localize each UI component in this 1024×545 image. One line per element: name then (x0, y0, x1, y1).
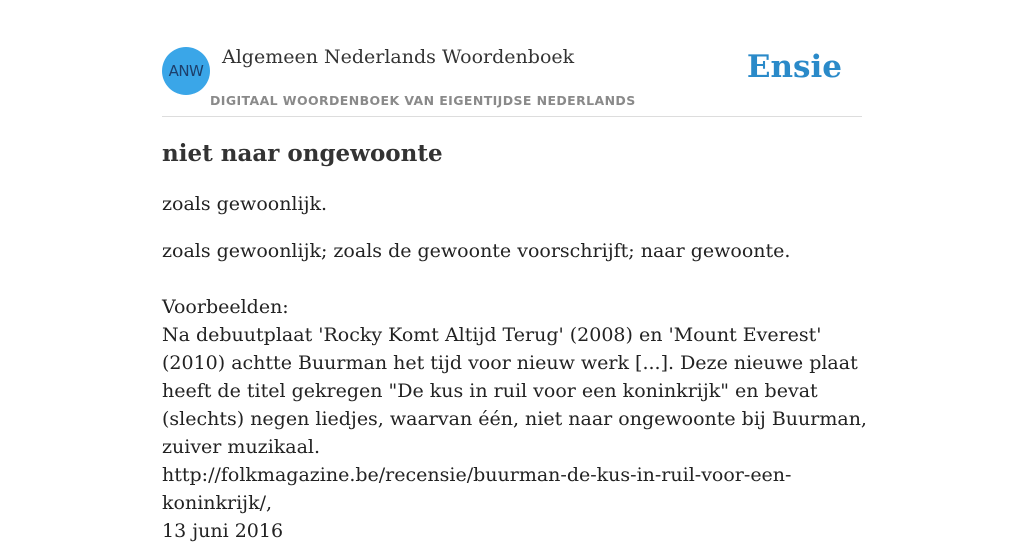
ensie-brand-link[interactable]: Ensie (746, 49, 842, 85)
examples-label: Voorbeelden: (162, 296, 289, 318)
entry-content (162, 138, 872, 545)
short-definition: zoals gewoonlijk. (162, 193, 328, 215)
site-title[interactable]: Algemeen Nederlands Woordenboek (222, 46, 575, 68)
site-subtitle: DIGITAAL WOORDENBOEK VAN EIGENTIJDSE NEDERLANDS (210, 93, 636, 108)
example-source: http://folkmagazine.be/recensie/buurman-de-kus-in-ruil-voor-een-koninkrijk/, (162, 464, 792, 514)
example-date: 13 juni 2016 (162, 520, 284, 542)
definition: zoals gewoonlijk; zoals de gewoonte voorschrijft; naar gewoonte. (162, 240, 791, 262)
anw-logo[interactable] (162, 47, 210, 95)
site-header (162, 40, 862, 117)
logo-text: ANW (168, 62, 204, 80)
example-text: Na debuutplaat 'Rocky Komt Altijd Terug' (2008) en 'Mount Everest' (2010) achtte Buurman het tijd voor nieuw werk [...]. Deze nieuwe plaat heeft de titel gekregen "De kus in ruil voor een koninkrijk" en bevat (slechts) negen liedjes, waarvan één, niet naar ongewoonte bij Buurman, zuiver muzikaal. (162, 324, 867, 458)
entry-term: niet naar ongewoonte (162, 140, 443, 167)
